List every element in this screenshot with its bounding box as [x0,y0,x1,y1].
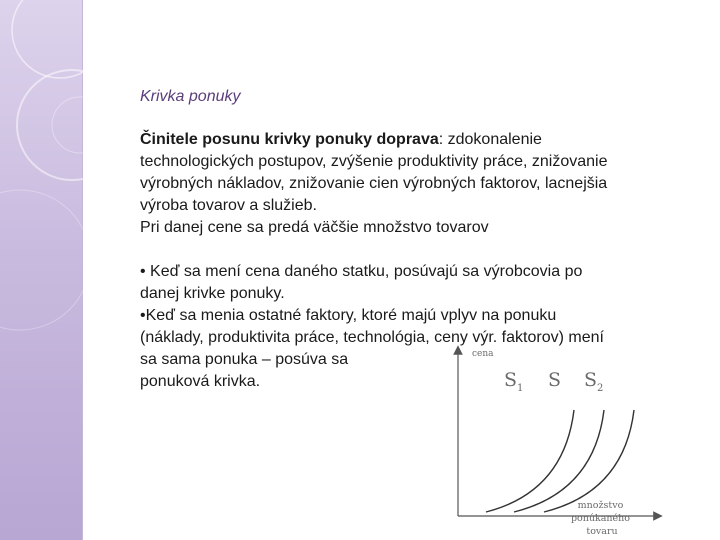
supply-curve-s [514,410,604,512]
paragraph1-line3: výrobných nákladov, znižovanie cien výrobných faktorov, lacnejšia [140,175,608,192]
series-label-s1-subscript: 1 [517,383,524,394]
series-label-s [548,369,561,391]
supply-curve-graph [452,344,680,536]
x-axis-label [571,500,633,536]
paragraph1-line4: výroba tovarov a služieb. [140,197,317,214]
x-axis-label-line2: ponúkaného [570,513,631,524]
series-label-s2 [584,369,603,394]
paragraph2-line3: •Keď sa menia ostatné faktory, ktoré majú vplyv na ponuku [140,307,557,324]
decorative-circles [0,0,120,540]
x-axis-label-line1: množstvo [577,500,624,511]
paragraph1-line1-rest: : zdokonalenie [438,131,542,148]
supply-curve-s1 [486,410,574,512]
paragraph-shift-factors [140,129,680,239]
paragraph2-line6: ponuková krivka. [140,373,261,390]
slide-title: Krivka ponuky [140,88,241,105]
series-label-s1 [504,369,523,394]
paragraph2-line1: • Keď sa mení cena daného statku, posúvajú sa výrobcovia po [140,263,583,280]
paragraph2-line4: (náklady, produktivita práce, technológia, ceny výr. faktorov) mení [140,329,604,346]
y-axis-label: cena [472,349,494,359]
series-label-s-name: S [548,369,562,391]
paragraph1-line2: technologických postupov, zvýšenie produktivity práce, znižovanie [140,153,608,170]
paragraph1-bold-lead: Činitele posunu krivky ponuky doprava [140,131,439,148]
paragraph2-line5: sa sama ponuka – posúva sa [140,351,349,368]
series-label-s1-name: S [504,369,518,391]
paragraph2-line2: danej krivke ponuky. [140,285,285,302]
series-label-s2-name: S [584,369,598,391]
paragraph1-line5: Pri danej cene sa predá väčšie množstvo tovarov [140,219,489,236]
paragraph1-line1 [140,129,680,151]
x-axis-label-line3: tovaru [586,526,618,536]
series-label-s2-subscript: 2 [597,383,604,394]
